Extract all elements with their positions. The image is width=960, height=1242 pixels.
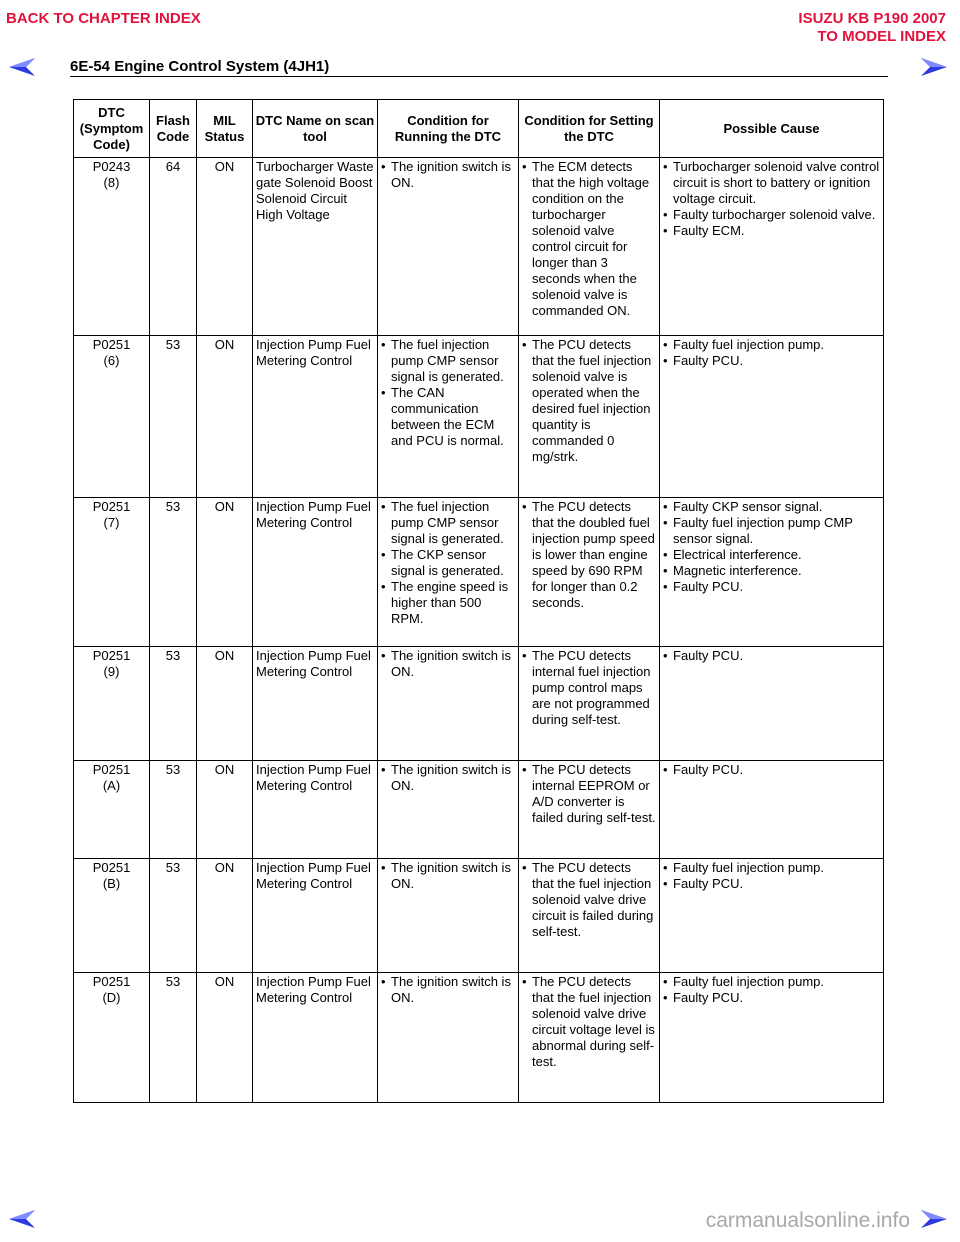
possible-cause-item: • Faulty PCU. [663, 579, 880, 595]
flash-code-cell: 53 [150, 498, 197, 647]
possible-cause-item: • Faulty PCU. [663, 990, 880, 1006]
dtc-cell [74, 336, 150, 498]
setting-condition-item: • The PCU detects that the fuel injection solenoid valve drive circuit is failed during self-test. [522, 860, 656, 940]
possible-cause-item: • Electrical interference. [663, 547, 880, 563]
flash-code-cell: 53 [150, 761, 197, 859]
dtc-name-cell: Injection Pump Fuel Metering Control [253, 973, 378, 1103]
dtc-cell [74, 973, 150, 1103]
dtc-name-cell: Injection Pump Fuel Metering Control [253, 647, 378, 761]
col-header-flash: Flash Code [150, 100, 197, 158]
dtc-cell [74, 761, 150, 859]
dtc-code: P0251 [92, 648, 131, 663]
dtc-code: P0251 [92, 762, 131, 777]
dtc-code: P0251 [92, 337, 131, 352]
running-condition-item: • The CAN communication between the ECM and PCU is normal. [381, 385, 515, 449]
dtc-cell [74, 498, 150, 647]
flash-code-cell: 53 [150, 336, 197, 498]
mil-status-cell: ON [197, 761, 253, 859]
col-header-dtc: DTC (Symptom Code) [74, 100, 150, 158]
dtc-code: P0251 [92, 499, 131, 514]
possible-cause-item: • Faulty fuel injection pump. [663, 337, 880, 353]
dtc-name-cell: Injection Pump Fuel Metering Control [253, 761, 378, 859]
mil-status-cell: ON [197, 336, 253, 498]
col-header-cause: Possible Cause [660, 100, 884, 158]
mil-status-cell: ON [197, 973, 253, 1103]
setting-condition-item: • The ECM detects that the high voltage condition on the turbocharger solenoid valve control circuit for longer than 3 seconds when the solenoid valve is commanded ON. [522, 159, 656, 319]
setting-condition-cell [519, 647, 660, 761]
dtc-cell [74, 859, 150, 973]
possible-cause-item: • Faulty PCU. [663, 648, 880, 664]
possible-cause-cell [660, 336, 884, 498]
flash-code-cell: 53 [150, 973, 197, 1103]
symptom-code: (6) [103, 353, 120, 368]
dtc-cell [74, 158, 150, 336]
possible-cause-item: • Faulty PCU. [663, 762, 880, 778]
running-condition-cell [378, 336, 519, 498]
running-condition-cell [378, 498, 519, 647]
table-header-row [74, 100, 884, 158]
previous-page-arrow-icon[interactable] [8, 57, 36, 77]
setting-condition-cell [519, 158, 660, 336]
dtc-code: P0251 [92, 860, 131, 875]
symptom-code: (B) [102, 876, 121, 891]
running-condition-item: • The ignition switch is ON. [381, 860, 515, 892]
table-row [74, 498, 884, 647]
possible-cause-item: • Faulty fuel injection pump. [663, 974, 880, 990]
possible-cause-item: • Turbocharger solenoid valve control circuit is short to battery or ignition voltage circuit. [663, 159, 880, 207]
setting-condition-cell [519, 859, 660, 973]
setting-condition-cell [519, 761, 660, 859]
flash-code-cell: 64 [150, 158, 197, 336]
symptom-code: (9) [103, 664, 120, 679]
table-row [74, 158, 884, 336]
dtc-code: P0251 [92, 974, 131, 989]
setting-condition-item: • The PCU detects that the fuel injection solenoid valve drive circuit voltage level is abnormal during self-test. [522, 974, 656, 1070]
running-condition-cell [378, 647, 519, 761]
mil-status-cell: ON [197, 647, 253, 761]
table-row [74, 336, 884, 498]
table-row [74, 647, 884, 761]
mil-status-cell: ON [197, 158, 253, 336]
col-header-mil: MIL Status [197, 100, 253, 158]
symptom-code: (D) [102, 990, 121, 1005]
possible-cause-item: • Magnetic interference. [663, 563, 880, 579]
running-condition-cell [378, 859, 519, 973]
dtc-cell [74, 647, 150, 761]
symptom-code: (8) [103, 175, 120, 190]
table-row [74, 859, 884, 973]
dtc-name-cell: Injection Pump Fuel Metering Control [253, 498, 378, 647]
setting-condition-cell [519, 336, 660, 498]
next-page-arrow-icon[interactable] [920, 57, 948, 77]
table-row [74, 973, 884, 1103]
running-condition-item: • The engine speed is higher than 500 RPM. [381, 579, 515, 627]
setting-condition-item: • The PCU detects internal EEPROM or A/D converter is failed during self-test. [522, 762, 656, 826]
running-condition-item: • The fuel injection pump CMP sensor signal is generated. [381, 499, 515, 547]
possible-cause-cell [660, 498, 884, 647]
previous-page-arrow-icon[interactable] [8, 1209, 36, 1229]
symptom-code: (7) [103, 515, 120, 530]
running-condition-cell [378, 158, 519, 336]
dtc-code: P0243 [92, 159, 131, 174]
table-row [74, 761, 884, 859]
possible-cause-item: • Faulty fuel injection pump CMP sensor signal. [663, 515, 880, 547]
possible-cause-item: • Faulty PCU. [663, 353, 880, 369]
possible-cause-cell [660, 859, 884, 973]
model-title-link[interactable]: ISUZU KB P190 2007 [798, 10, 946, 27]
running-condition-cell [378, 761, 519, 859]
running-condition-item: • The ignition switch is ON. [381, 974, 515, 1006]
possible-cause-item: • Faulty CKP sensor signal. [663, 499, 880, 515]
page-header-title: 6E-54 Engine Control System (4JH1) [70, 58, 330, 75]
flash-code-cell: 53 [150, 859, 197, 973]
mil-status-cell: ON [197, 498, 253, 647]
setting-condition-item: • The PCU detects that the fuel injection solenoid valve is operated when the desired fuel injection quantity is commanded 0 mg/strk. [522, 337, 656, 465]
possible-cause-cell [660, 761, 884, 859]
flash-code-cell: 53 [150, 647, 197, 761]
col-header-name: DTC Name on scan tool [253, 100, 378, 158]
dtc-name-cell: Injection Pump Fuel Metering Control [253, 336, 378, 498]
running-condition-cell [378, 973, 519, 1103]
running-condition-item: • The ignition switch is ON. [381, 762, 515, 794]
running-condition-item: • The fuel injection pump CMP sensor signal is generated. [381, 337, 515, 385]
header-divider [70, 76, 888, 77]
symptom-code: (A) [102, 778, 121, 793]
setting-condition-cell [519, 973, 660, 1103]
setting-condition-cell [519, 498, 660, 647]
col-header-running: Condition for Running the DTC [378, 100, 519, 158]
back-to-chapter-index-link[interactable]: BACK TO CHAPTER INDEX [6, 10, 201, 27]
possible-cause-item: • Faulty turbocharger solenoid valve. [663, 207, 880, 223]
possible-cause-item: • Faulty fuel injection pump. [663, 860, 880, 876]
running-condition-item: • The ignition switch is ON. [381, 159, 515, 191]
possible-cause-item: • Faulty ECM. [663, 223, 880, 239]
next-page-arrow-icon[interactable] [920, 1209, 948, 1229]
site-watermark: carmanualsonline.info [705, 1209, 910, 1232]
running-condition-item: • The ignition switch is ON. [381, 648, 515, 680]
setting-condition-item: • The PCU detects internal fuel injection pump control maps are not programmed during self-test. [522, 648, 656, 728]
possible-cause-item: • Faulty PCU. [663, 876, 880, 892]
possible-cause-cell [660, 647, 884, 761]
dtc-table [73, 99, 884, 1103]
mil-status-cell: ON [197, 859, 253, 973]
possible-cause-cell [660, 158, 884, 336]
possible-cause-cell [660, 973, 884, 1103]
model-index-link[interactable]: TO MODEL INDEX [817, 28, 946, 45]
dtc-name-cell: Injection Pump Fuel Metering Control [253, 859, 378, 973]
running-condition-item: • The CKP sensor signal is generated. [381, 547, 515, 579]
col-header-setting: Condition for Setting the DTC [519, 100, 660, 158]
dtc-name-cell: Turbocharger Waste gate Solenoid Boost Solenoid Circuit High Voltage [253, 158, 378, 336]
setting-condition-item: • The PCU detects that the doubled fuel injection pump speed is lower than engine speed by 690 RPM for longer than 0.2 seconds. [522, 499, 656, 611]
